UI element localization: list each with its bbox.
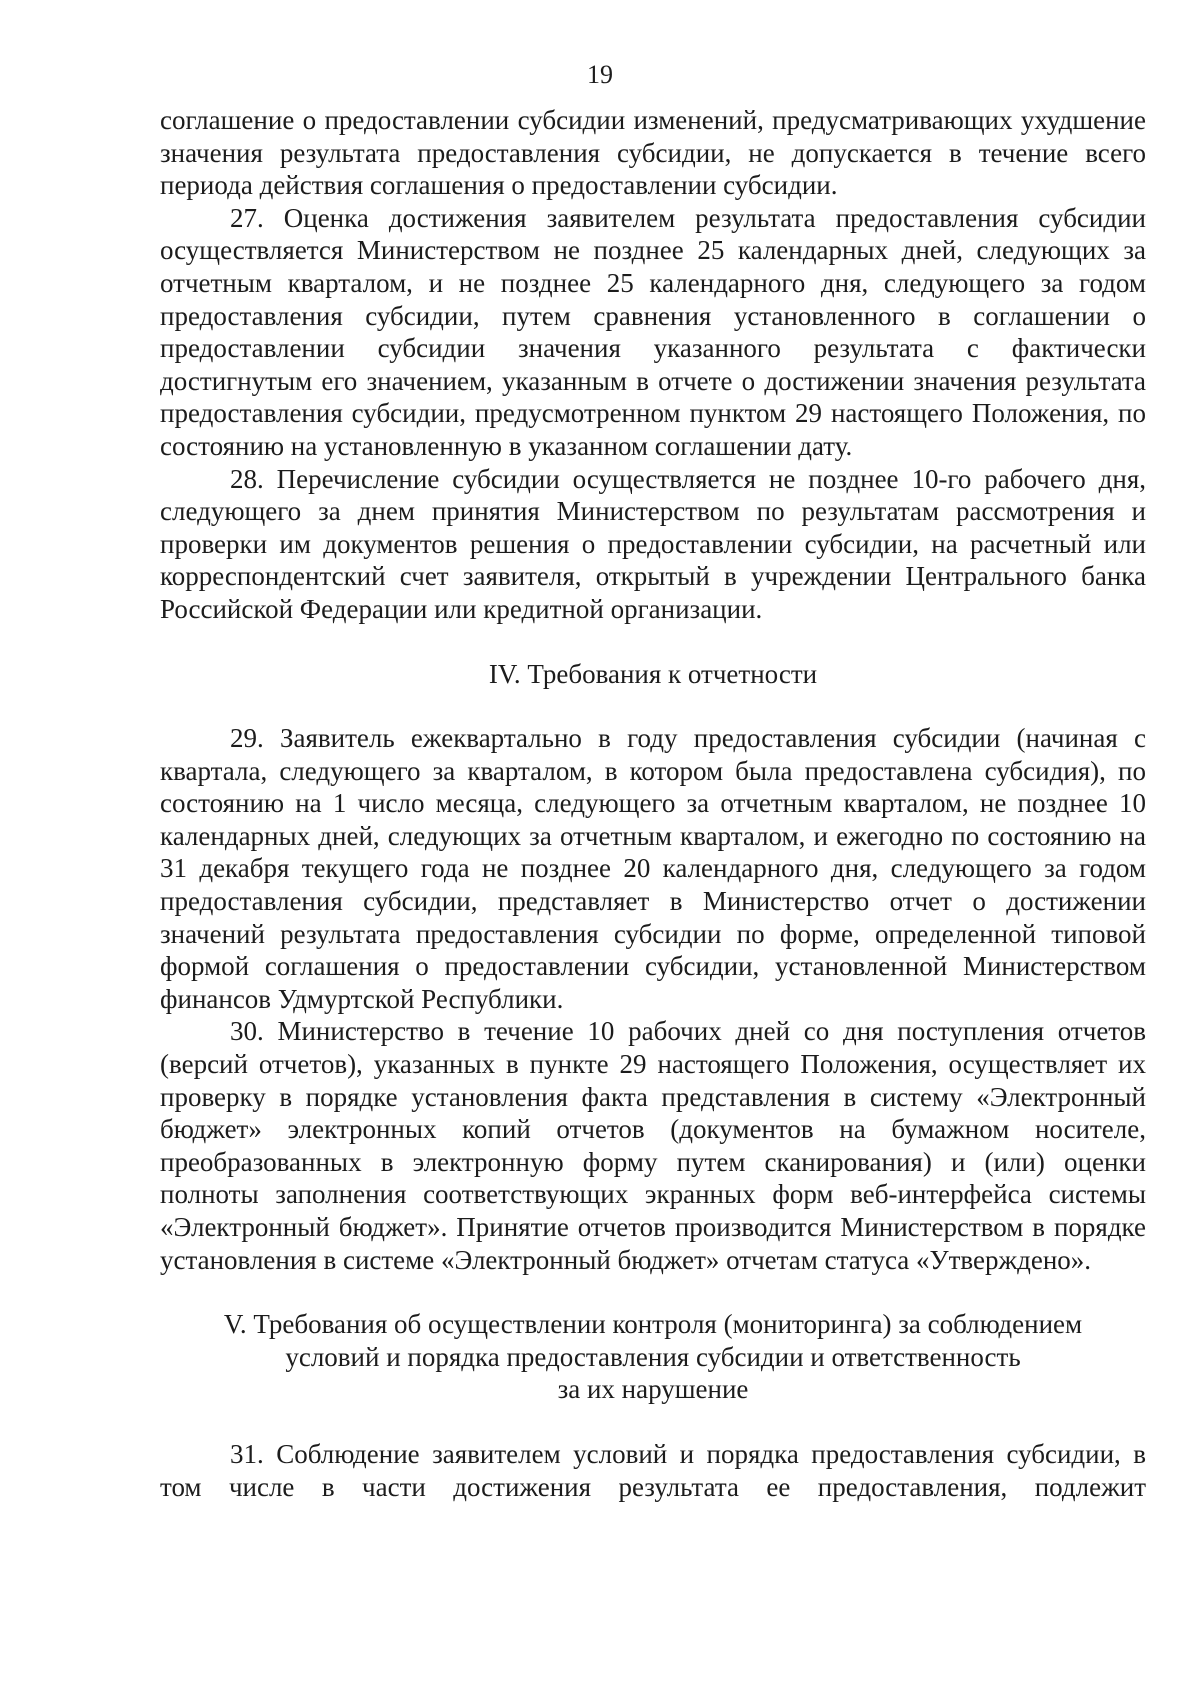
section-heading-v-line: за их нарушение [557, 1374, 749, 1405]
paragraph-30: 30. Министерство в течение 10 рабочих дней со дня поступления отчетов (версий отчетов), указанных в пункте 29 настоящего Положения, осуществляет их проверку в порядке установления факта представления в систему «Электронный бюджет» электронных копий отчетов (документов на бумажном носителе, преобразованных в электронную форму путем сканирования) и (или) оценки полноты заполнения соответствующих экранных форм веб-интерфейса системы «Электронный бюджет». Принятие отчетов производится Министерством в порядке установления в системе «Электронный бюджет» отчетам статуса «Утверждено». [160, 1016, 1146, 1275]
paragraph-27: 27. Оценка достижения заявителем результата предоставления субсидии осуществляется Министерством не позднее 25 календарных дней, следующих за отчетным кварталом, и не позднее 25 календарного дня, следующего за годом предоставления субсидии, путем сравнения установленного в соглашении о предоставлении субсидии значения указанного результата с фактически достигнутым его значением, указанным в отчете о достижении значения результата предоставления субсидии, предусмотренном пунктом 29 настоящего Положения, по состоянию на установленную в указанном соглашении дату. [160, 202, 1146, 461]
paragraph-28: 28. Перечисление субсидии осуществляется не позднее 10-го рабочего дня, следующего за днем принятия Министерством по результатам рассмотрения и проверки им документов решения о предоставлении субсидии, на расчетный или корреспондентский счет заявителя, открытый в учреждении Центрального банка Российской Федерации или кредитной организации. [160, 463, 1146, 624]
document-body [160, 104, 1146, 1503]
paragraph-31: 31. Соблюдение заявителем условий и порядка предоставления субсидии, в том числе в части достижения результата ее предоставления, подлежит [160, 1438, 1146, 1502]
paragraph-continuation: соглашение о предоставлении субсидии изменений, предусматривающих ухудшение значения результата предоставления субсидии, не допускается в течение всего периода действия соглашения о предоставлении субсидии. [160, 105, 1146, 201]
section-heading-v [160, 1308, 1146, 1406]
section-heading-v-line: V. Требования об осуществлении контроля (мониторинга) за соблюдением [223, 1309, 1083, 1340]
section-heading-iv: IV. Требования к отчетности [488, 658, 818, 689]
paragraph-29: 29. Заявитель ежеквартально в году предоставления субсидии (начиная с квартала, следующего за кварталом, в котором была предоставлена субсидия), по состоянию на 1 число месяца, следующего за отчетным кварталом, не позднее 10 календарных дней, следующих за отчетным кварталом, и ежегодно по состоянию на 31 декабря текущего года не позднее 20 календарного дня, следующего за годом предоставления субсидии, представляет в Министерство отчет о достижении значений результата предоставления субсидии по форме, определенной типовой формой соглашения о предоставлении субсидии, установленной Министерством финансов Удмуртской Республики. [160, 723, 1146, 1014]
page-number: 19 [587, 60, 613, 89]
section-heading-v-line: условий и порядка предоставления субсидии и ответственность [285, 1341, 1021, 1372]
